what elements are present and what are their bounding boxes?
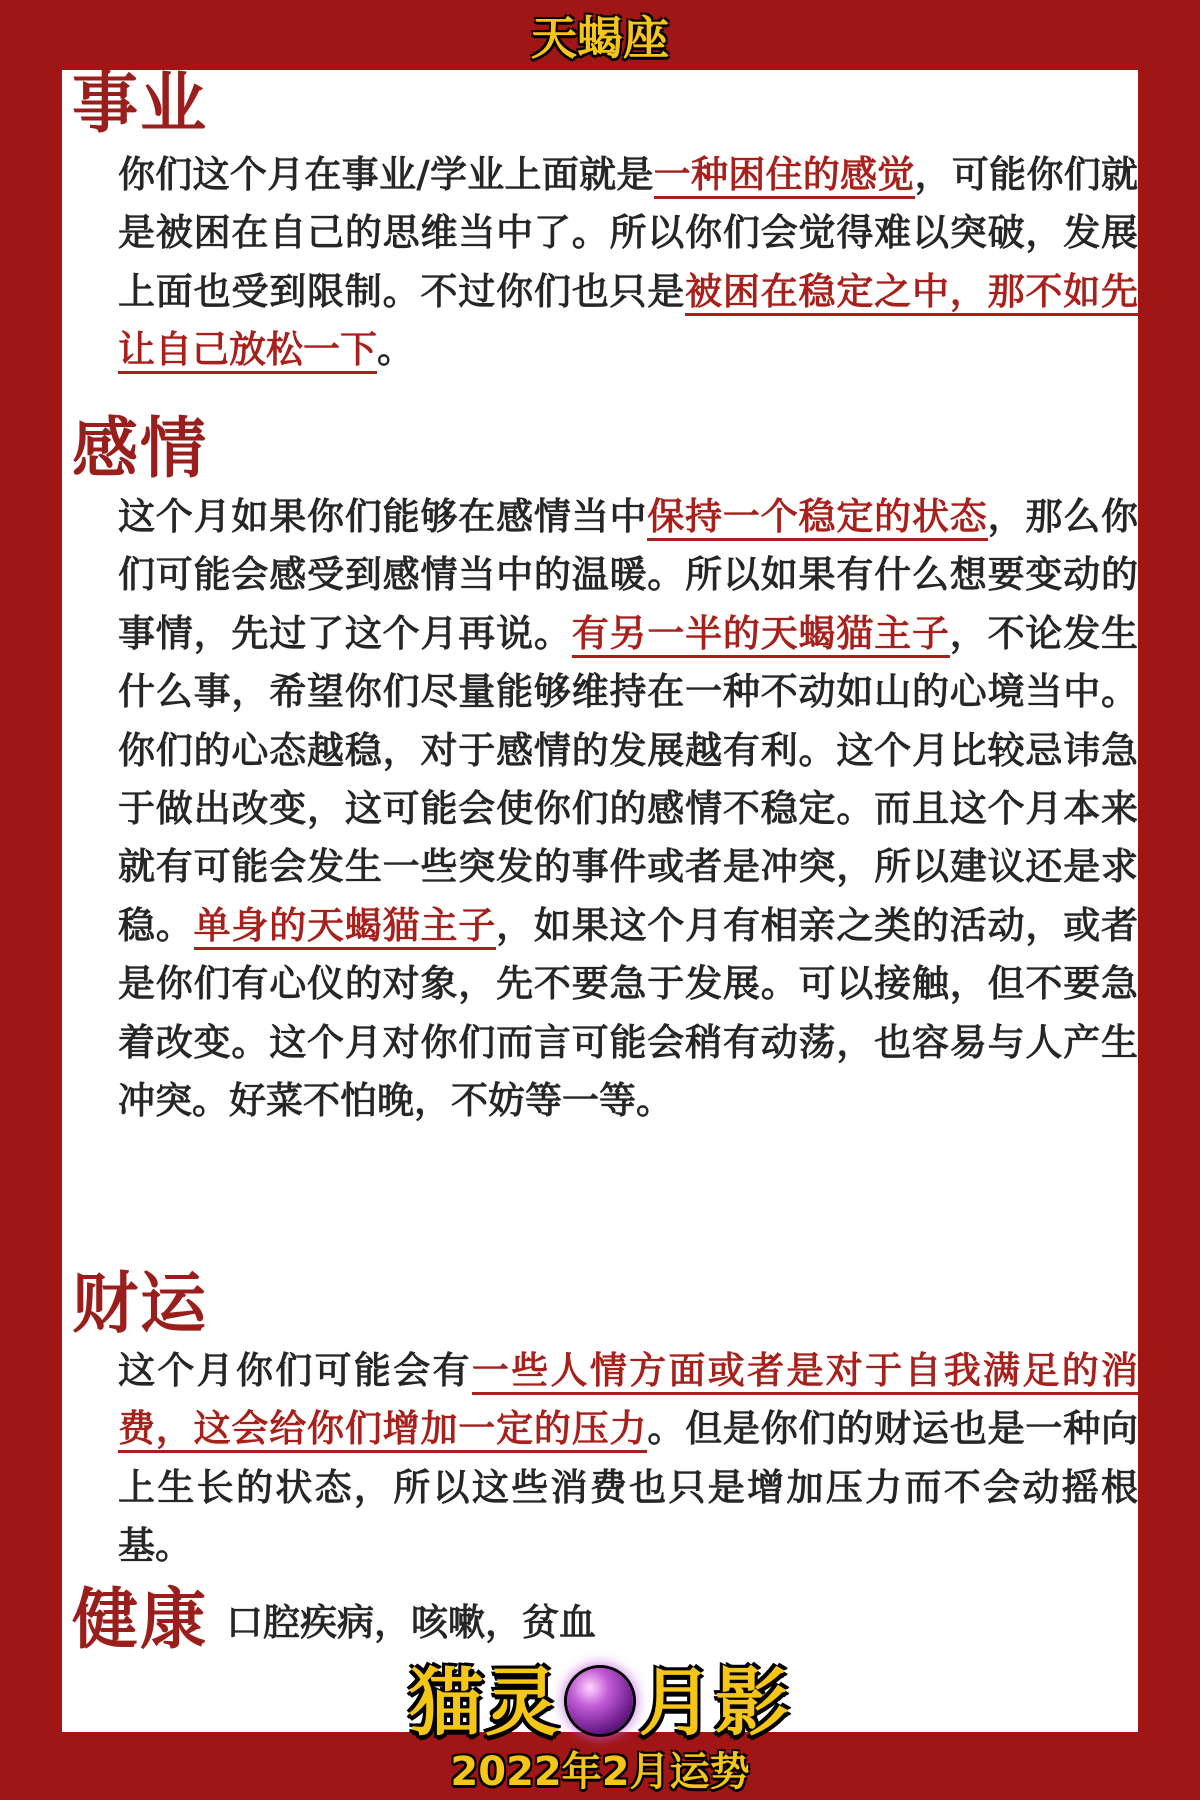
love-highlight-3: 单身的天蝎猫主子 (194, 904, 496, 950)
love-highlight-2: 有另一半的天蝎猫主子 (572, 612, 950, 658)
brand-left: 猫灵 (409, 1660, 561, 1746)
career-highlight-1: 一种困住的感觉 (654, 153, 915, 199)
love-heading: 感情 (72, 409, 208, 487)
brand-right: 月影 (639, 1660, 791, 1746)
love-text (118, 488, 1138, 1130)
wealth-text (118, 1342, 1138, 1576)
wealth-highlight-1: 一些人情方面或者是对于自我满足的消费，这会给你们增加一定的压力 (118, 1349, 1138, 1453)
footer-date: 2022年2月运势 (450, 1748, 750, 1795)
love-highlight-1: 保持一个稳定的状态 (647, 495, 987, 541)
health-row (72, 1580, 596, 1658)
fortune-panel (62, 64, 1139, 1732)
love-text-1: 这个月如果你们能够在感情当中 (118, 495, 648, 538)
career-text-3: 。 (377, 328, 414, 372)
brand-logo (0, 1655, 1200, 1746)
crystal-ball-icon (567, 1668, 633, 1734)
career-text (118, 146, 1138, 380)
love-text-2: ，那么你们可能会感受到感情当中的温暖。所以如果有什么想要变动的事情，先过了这个月再说。 (118, 495, 1139, 655)
career-text-2: ，可能你们就是被困在自己的思维当中了。所以你们会觉得难以突破，发展上面也受到限制。不过你们也只是 (118, 153, 1139, 313)
wealth-text-2: 。但是你们的财运也是一种向上生长的状态，所以这些消费也只是增加压力而不会动摇根基。 (118, 1407, 1139, 1568)
wealth-text-1: 这个月你们可能会有 (118, 1349, 472, 1392)
love-text-4: ，如果这个月有相亲之类的活动，或者是你们有心仪的对象，先不要急于发展。可以接触，但不要急着改变。这个月对你们而言可能会稍有动荡，也容易与人产生冲突。好菜不怕晚，不妨等一等。 (118, 903, 1139, 1123)
career-text-1: 你们这个月在事业/学业上面就是 (118, 153, 654, 196)
career-highlight-2: 被困在稳定之中，那不如先让自己放松一下 (118, 270, 1138, 374)
health-text: 口腔疾病，咳嗽，贫血 (226, 1601, 596, 1644)
career-heading: 事业 (72, 64, 208, 142)
wealth-heading: 财运 (72, 1264, 208, 1342)
love-text-3: ，不论发生什么事，希望你们尽量能够维持在一种不动如山的心境当中。你们的心态越稳，对于感情的发展越有利。这个月比较忌讳急于做出改变，这可能会使你们的感情不稳定。而且这个月本来就有可能会发生一些突发的事件或者是冲突，所以建议还是求稳。 (118, 611, 1139, 947)
sign-title: 天蝎座 (531, 11, 669, 65)
health-heading: 健康 (72, 1580, 208, 1658)
